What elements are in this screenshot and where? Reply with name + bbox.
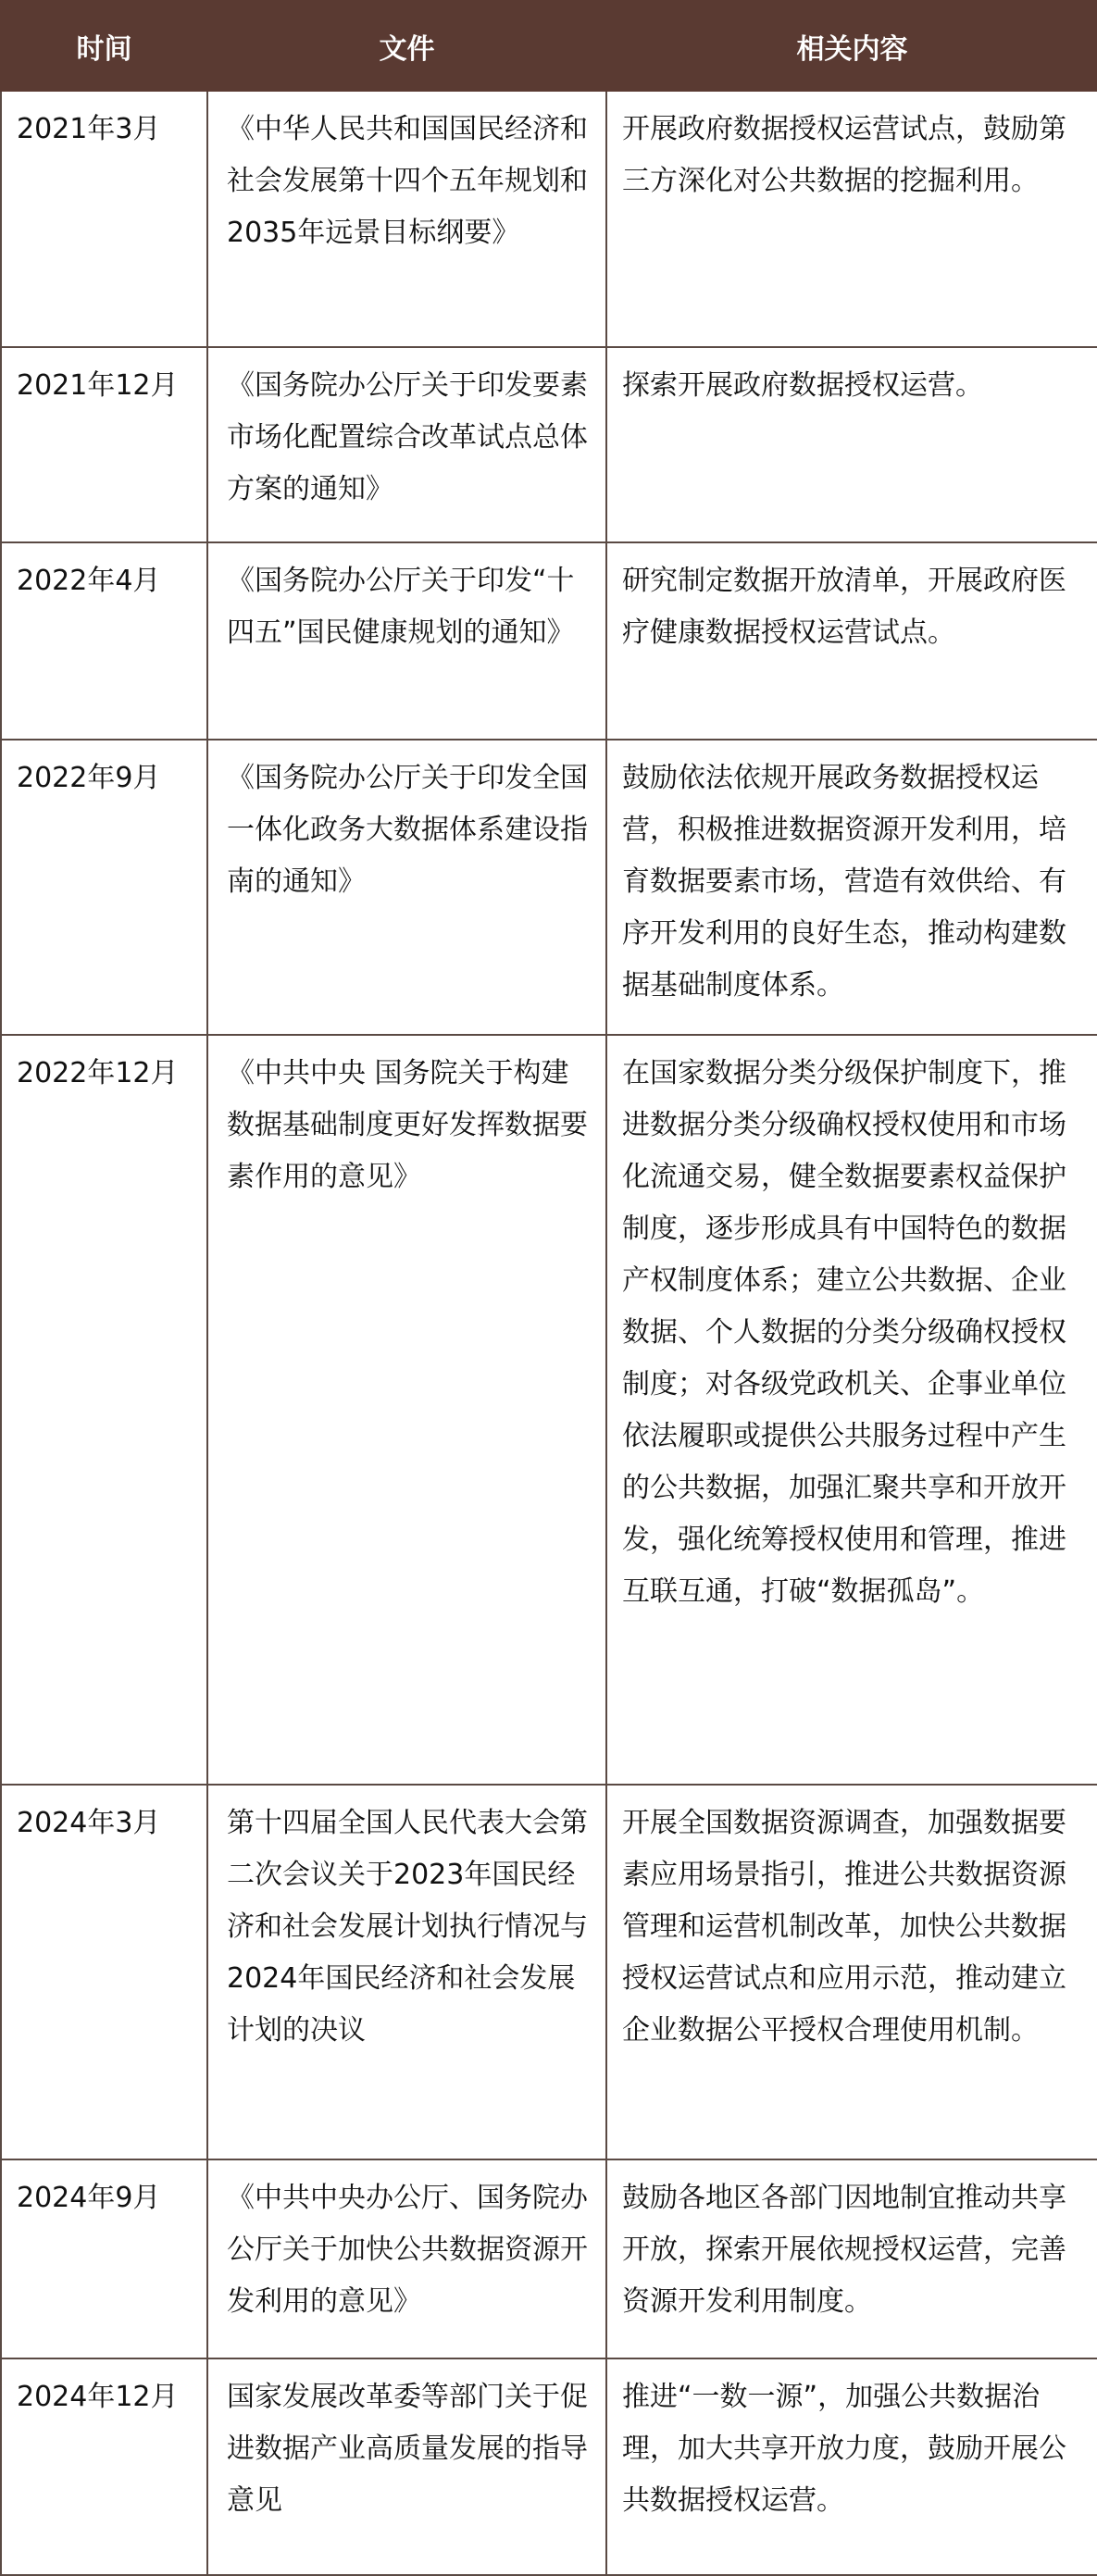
cell-time: 2022年4月 — [1, 542, 207, 740]
table-row — [1, 1785, 1097, 2159]
cell-content: 在国家数据分类分级保护制度下，推进数据分类分级确权授权使用和市场化流通交易，健全数据要素权益保护制度，逐步形成具有中国特色的数据产权制度体系；建立公共数据、企业数据、个人数据的分类分级确权授权制度；对各级党政机关、企事业单位依法履职或提供公共服务过程中产生的公共数据，加强汇聚共享和开放开发，强化统筹授权使用和管理，推进互联互通，打破“数据孤岛”。 — [606, 1035, 1097, 1785]
cell-content: 推进“一数一源”，加强公共数据治理，加大共享开放力度，鼓励开展公共数据授权运营。 — [606, 2358, 1097, 2575]
cell-time: 2024年12月 — [1, 2358, 207, 2575]
cell-time: 2024年3月 — [1, 1785, 207, 2159]
table-row — [1, 1035, 1097, 1785]
cell-document: 国家发展改革委等部门关于促进数据产业高质量发展的指导意见 — [207, 2358, 606, 2575]
cell-content: 鼓励各地区各部门因地制宜推动共享开放，探索开展依规授权运营，完善资源开发利用制度。 — [606, 2159, 1097, 2358]
table-body — [1, 91, 1097, 2575]
table-row — [1, 2159, 1097, 2358]
cell-time: 2022年9月 — [1, 740, 207, 1035]
table-row — [1, 2358, 1097, 2575]
cell-document: 第十四届全国人民代表大会第二次会议关于2023年国民经济和社会发展计划执行情况与2024年国民经济和社会发展计划的决议 — [207, 1785, 606, 2159]
table-row — [1, 91, 1097, 347]
cell-time: 2024年9月 — [1, 2159, 207, 2358]
header-content: 相关内容 — [606, 1, 1097, 91]
cell-document: 《国务院办公厅关于印发“十四五”国民健康规划的通知》 — [207, 542, 606, 740]
cell-content: 研究制定数据开放清单，开展政府医疗健康数据授权运营试点。 — [606, 542, 1097, 740]
cell-time: 2021年12月 — [1, 347, 207, 542]
cell-content: 探索开展政府数据授权运营。 — [606, 347, 1097, 542]
table-row — [1, 740, 1097, 1035]
cell-document: 《中共中央办公厅、国务院办公厅关于加快公共数据资源开发利用的意见》 — [207, 2159, 606, 2358]
cell-time: 2021年3月 — [1, 91, 207, 347]
header-document: 文件 — [207, 1, 606, 91]
cell-time: 2022年12月 — [1, 1035, 207, 1785]
table-row — [1, 542, 1097, 740]
table-row — [1, 347, 1097, 542]
header-time: 时间 — [1, 1, 207, 91]
cell-content: 鼓励依法依规开展政务数据授权运营，积极推进数据资源开发利用，培育数据要素市场，营造有效供给、有序开发利用的良好生态，推动构建数据基础制度体系。 — [606, 740, 1097, 1035]
table-header — [1, 1, 1097, 91]
cell-document: 《国务院办公厅关于印发要素市场化配置综合改革试点总体方案的通知》 — [207, 347, 606, 542]
cell-content: 开展政府数据授权运营试点，鼓励第三方深化对公共数据的挖掘利用。 — [606, 91, 1097, 347]
cell-document: 《中华人民共和国国民经济和社会发展第十四个五年规划和2035年远景目标纲要》 — [207, 91, 606, 347]
cell-document: 《中共中央 国务院关于构建数据基础制度更好发挥数据要素作用的意见》 — [207, 1035, 606, 1785]
cell-document: 《国务院办公厅关于印发全国一体化政务大数据体系建设指南的通知》 — [207, 740, 606, 1035]
cell-content: 开展全国数据资源调查，加强数据要素应用场景指引，推进公共数据资源管理和运营机制改革，加快公共数据授权运营试点和应用示范，推动建立企业数据公平授权合理使用机制。 — [606, 1785, 1097, 2159]
header-row — [1, 1, 1097, 91]
